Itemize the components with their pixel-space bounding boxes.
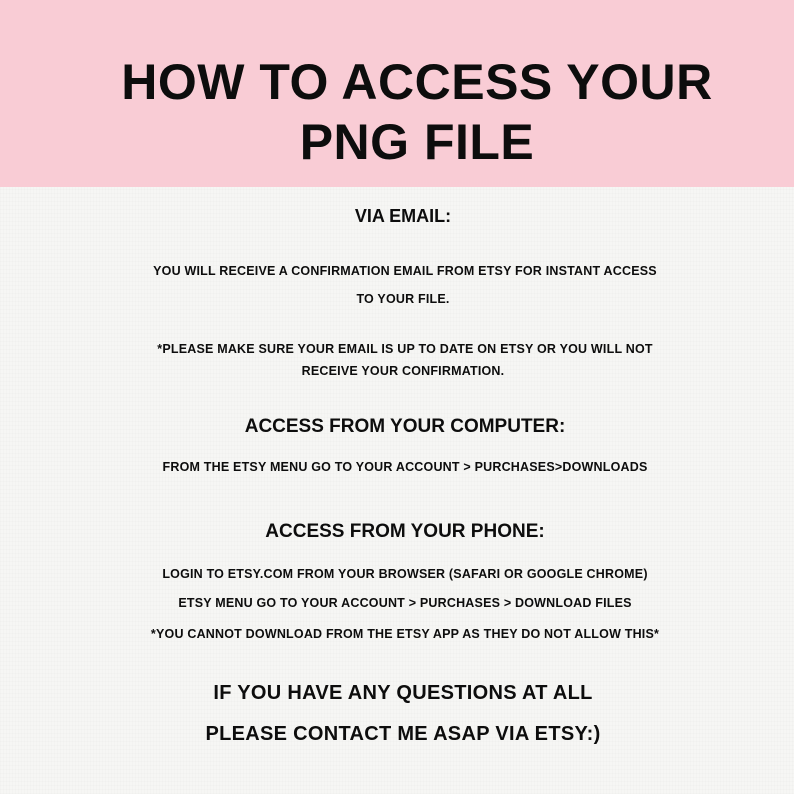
title-banner xyxy=(0,0,794,187)
email-text-line-1: YOU WILL RECEIVE A CONFIRMATION EMAIL FROM ETSY FOR INSTANT ACCESS xyxy=(153,264,657,278)
email-text-line-2: TO YOUR FILE. xyxy=(356,292,450,306)
footer-line-1: IF YOU HAVE ANY QUESTIONS AT ALL xyxy=(213,682,593,704)
computer-heading: ACCESS FROM YOUR COMPUTER: xyxy=(244,416,566,437)
phone-text-line-1: LOGIN TO ETSY.COM FROM YOUR BROWSER (SAFARI OR GOOGLE CHROME) xyxy=(162,567,648,581)
page-title-line-1: HOW TO ACCESS YOUR xyxy=(121,54,713,110)
phone-text-line-3: *YOU CANNOT DOWNLOAD FROM THE ETSY APP AS THEY DO NOT ALLOW THIS* xyxy=(150,627,660,641)
footer-line-2: PLEASE CONTACT ME ASAP VIA ETSY:) xyxy=(205,723,601,745)
page-title-line-2: PNG FILE xyxy=(299,114,535,170)
email-note-line-2: RECEIVE YOUR CONFIRMATION. xyxy=(301,364,505,378)
email-note-line-1: *PLEASE MAKE SURE YOUR EMAIL IS UP TO DATE ON ETSY OR YOU WILL NOT xyxy=(157,342,653,356)
phone-heading: ACCESS FROM YOUR PHONE: xyxy=(265,521,545,542)
computer-text-line-1: FROM THE ETSY MENU GO TO YOUR ACCOUNT > PURCHASES>DOWNLOADS xyxy=(162,460,648,474)
email-heading: VIA EMAIL: xyxy=(354,206,452,226)
phone-text-line-2: ETSY MENU GO TO YOUR ACCOUNT > PURCHASES > DOWNLOAD FILES xyxy=(178,596,632,610)
